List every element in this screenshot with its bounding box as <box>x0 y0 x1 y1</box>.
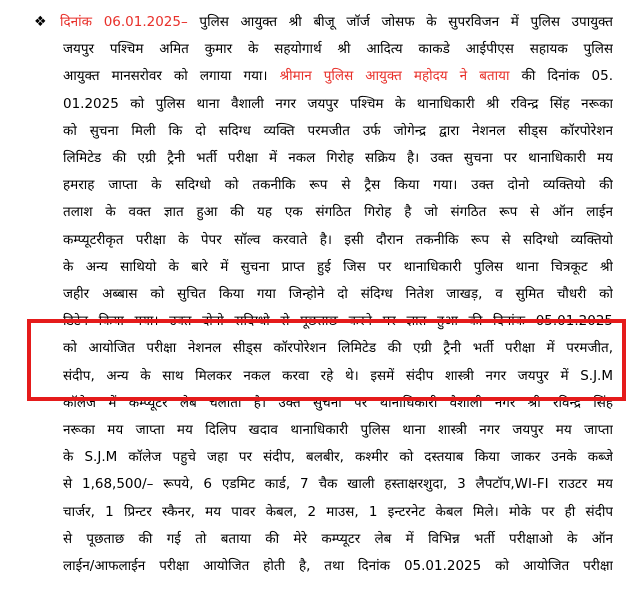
text-line <box>63 257 613 277</box>
text-line <box>63 121 613 141</box>
text-line <box>63 502 613 522</box>
text-line <box>63 175 613 195</box>
text-segment: लाईन/आफलाईन परीक्षा आयोजित होती है, तथा दिनांक 05.01.2025 को आयोजित परीक्षा <box>63 558 613 574</box>
text-segment: से 1,68,500/– रूपये, 6 एडमिट कार्ड, 7 चैक खाली हस्ताक्षरशुदा, 3 लैपटॉप,WI-FI राउटर मय <box>63 476 613 493</box>
text-segment: संदीप, अन्य के साथ मिलकर नकल करवा रहे थे। इसमें संदीप शास्त्री नगर जयपुर में S.J.M <box>63 367 613 384</box>
highlighted-text: दिनांक 06.01.2025– <box>60 14 200 30</box>
text-line <box>63 94 613 114</box>
text-line <box>63 556 613 576</box>
text-segment: आयुक्त मानसरोवर को लगाया गया। <box>63 68 280 85</box>
text-segment: के अन्य साथियो के बारे में सुचना प्राप्त हुई जिस पर थानाधिकारी पुलिस थाना चित्रकूट श्री <box>63 258 613 275</box>
diamond-bullet-icon: ❖ <box>34 14 47 30</box>
text-line <box>63 474 613 494</box>
text-line <box>63 420 613 440</box>
text-segment: जहीर अब्बास को सुचित किया गया जिन्होने दो संदिग्ध नितेश जाखड़, व सुमित चौधरी को <box>63 286 613 302</box>
text-segment: नरूका मय जाप्ता मय दिलिप खदाव थानाधिकारी पुलिस थाना शास्त्री नगर जयपुर मय जाप्ता <box>63 422 613 438</box>
text-line <box>63 447 613 467</box>
text-line <box>63 202 613 222</box>
text-segment: डिटेन किया गया। उक्त दोनो सदिग्धो से पूछताछ करने पर ज्ञात हुआ की दिनांक 05.01.2025 <box>63 313 613 330</box>
text-segment: को आयोजित परीक्षा नेशनल सीड्स कॉरपोरेशन लिमिटेड की एग्री ट्रैनी भर्ती परीक्षा में परमजीत, <box>63 340 613 357</box>
text-line <box>63 39 613 59</box>
text-line <box>63 230 613 250</box>
text-segment: 01.2025 को पुलिस थाना वैशाली नगर जयपुर पश्चिम के थानाधिकारी श्री रविन्द्र सिंह नरूका <box>63 95 613 112</box>
text-line <box>63 529 613 549</box>
text-segment: के S.J.M कॉलेज पहुचे जहा पर संदीप, बलबीर, कश्मीर को दस्तयाब किया जाकर उनके कब्जे <box>63 449 613 466</box>
highlight-box <box>27 319 626 401</box>
text-segment: से पूछताछ की गई तो बताया की मेरे कम्प्यूटर लेब में विभिन्न भर्ती परीक्षाओ के ऑन <box>63 530 613 547</box>
text-segment: चार्जर, 1 प्रिन्टर स्कैनर, मय पावर केबल, 2 माउस, 1 इन्टरनेट केबल मिले। मोके पर ही संदीप <box>63 503 613 520</box>
text-line <box>63 66 613 86</box>
text-segment: तलाश के वक्त ज्ञात हुआ की यह एक संगठित गिरोह है जो संगठित रूप से ऑन लाईन <box>63 204 613 221</box>
text-line <box>63 284 613 304</box>
text-segment: कॉलेज में कम्प्यूटर लेब चलाता है। उक्त सुचना पर थानाधिकारी वैशाली नगर श्री रविन्द्र सिंह <box>63 394 613 411</box>
highlighted-text: श्रीमान पुलिस आयुक्त महोदय ने बताया <box>279 68 510 85</box>
text-line <box>60 12 613 32</box>
text-segment: जयपुर पश्चिम अमित कुमार के सहयोगार्थ श्री आदित्य काकडे आईपीएस सहायक पुलिस <box>63 41 613 58</box>
text-line <box>63 148 613 168</box>
text-segment: लिमिटेड की एग्री ट्रैनी भर्ती परीक्षा में नकल गिरोह सक्रिय है। उक्त सुचना पर थानाधिकारी मय <box>63 150 613 166</box>
text-segment: पुलिस आयुक्त श्री बीजू जॉर्ज जोसफ के सुपरविजन में पुलिस उपायुक्त <box>199 14 613 30</box>
text-segment: हमराह जाप्ता के सदिग्धो को तकनीकि रूप से ट्रैस किया गया। उक्त दोनो व्यक्तियो की <box>63 177 613 194</box>
text-segment: को सुचना मिली कि दो सदिग्ध व्यक्ति परमजीत उर्फ जोगेन्द्र द्वारा नेशनल सीड्स कॉरपोरेशन <box>63 122 613 139</box>
text-segment: की दिनांक 05. <box>509 68 613 85</box>
text-segment: कम्प्यूटरीकृत परीक्षा के पेपर सॉल्व करवाते है। इसी दौरान तकनीकि रूप से सदिग्धो व्यक्तियो <box>63 231 613 248</box>
